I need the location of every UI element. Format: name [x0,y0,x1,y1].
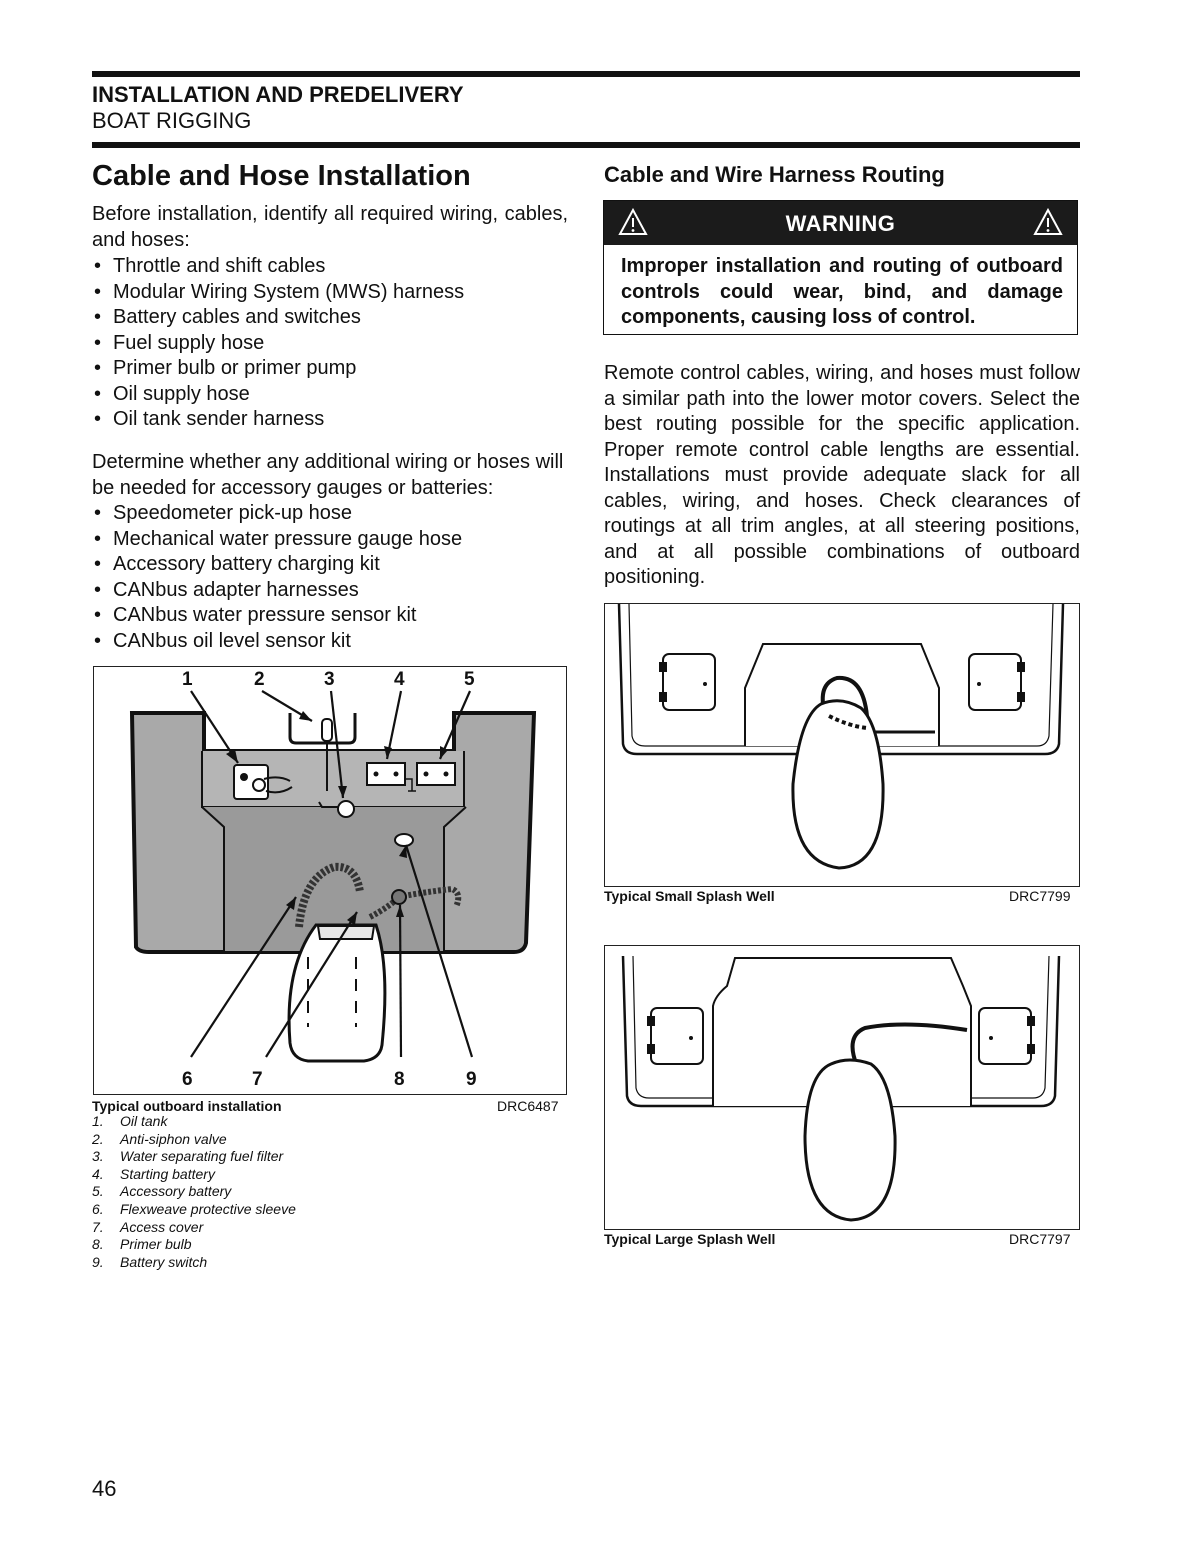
list-item: • CANbus oil level sensor kit [92,629,462,655]
large-splash-well-figure [604,945,1080,1230]
callout-5: 5 [464,669,475,690]
legend-item: 9. Battery switch [92,1253,208,1270]
callout-9: 9 [466,1069,477,1090]
list-item: • Mechanical water pressure gauge hose [92,527,462,553]
list-item: • CANbus water pressure sensor kit [92,603,462,629]
list-item: • Oil supply hose [92,382,464,408]
figure1-legend [92,1113,296,1271]
callout-6: 6 [182,1069,193,1090]
warning-header [604,201,1077,245]
right-heading: Cable and Wire Harness Routing [604,162,945,187]
accessory-items-list [92,501,462,654]
left-heading: Cable and Hose Installation [92,160,471,192]
small-splash-well-illustration [605,604,1079,886]
small-splash-well-figure [604,603,1080,887]
list-item: • Primer bulb or primer pump [92,356,464,382]
list-item: • Fuel supply hose [92,331,464,357]
warning-triangle-icon [1033,208,1063,236]
figure3-code: DRC7797 [1009,1231,1071,1247]
legend-item: 8. Primer bulb [92,1236,192,1253]
figure2-caption: Typical Small Splash Well [604,888,775,904]
large-splash-well-illustration [605,946,1079,1229]
legend-item: 5. Accessory battery [92,1183,232,1200]
list-item: • Accessory battery charging kit [92,552,462,578]
callout-4: 4 [394,669,405,690]
legend-item: 1. Oil tank [92,1113,168,1129]
legend-item: 3. Water separating fuel filter [92,1148,284,1165]
figure1-code: DRC6487 [497,1098,559,1114]
list-item: • Oil tank sender harness [92,407,464,433]
callout-2: 2 [254,669,265,690]
legend-item: 7. Access cover [92,1218,204,1235]
accessory-paragraph: Determine whether any additional wiring or hoses will be needed for accessory gauges or batteries: [92,451,564,499]
figure1-caption: Typical outboard installation [92,1098,282,1114]
callout-8: 8 [394,1069,405,1090]
page-number: 46 [92,1476,117,1501]
subsection-title: BOAT RIGGING [92,108,252,133]
warning-box [603,200,1078,335]
routing-paragraph: Remote control cables, wiring, and hoses must follow a similar path into the lower motor covers. Select the best routing possible for the specific application. Proper remote control cable lengths are essential. Installations must provide adequate slack for all cables, wiring, and hoses. Check clearances of routings at all trim angles, at all steering positions, and at all possible combinations of outboard positioning. [604,362,1080,588]
intro-paragraph: Before installation, identify all required wiring, cables, and hoses: [92,203,568,251]
list-item: • Speedometer pick-up hose [92,501,462,527]
figure2-code: DRC7799 [1009,888,1071,904]
header-bottom-rule [92,142,1080,148]
callout-7: 7 [252,1069,263,1090]
outboard-installation-illustration [94,667,566,1094]
warning-text: Improper installation and routing of outboard controls could wear, bind, and damage components, causing loss of control. [621,255,1063,328]
list-item: • Throttle and shift cables [92,254,464,280]
legend-item: 2. Anti-siphon valve [92,1130,227,1147]
list-item: • Battery cables and switches [92,305,464,331]
outboard-installation-figure [93,666,567,1095]
callout-1: 1 [182,669,193,690]
legend-item: 6. Flexweave protective sleeve [92,1200,296,1217]
callout-3: 3 [324,669,335,690]
required-items-list [92,254,464,433]
list-item: • Modular Wiring System (MWS) harness [92,280,464,306]
list-item: • CANbus adapter harnesses [92,578,462,604]
section-title: INSTALLATION AND PREDELIVERY [92,82,464,107]
warning-label: WARNING [785,211,896,236]
figure3-caption: Typical Large Splash Well [604,1231,776,1247]
header-top-rule [92,71,1080,77]
legend-item: 4. Starting battery [92,1165,215,1182]
